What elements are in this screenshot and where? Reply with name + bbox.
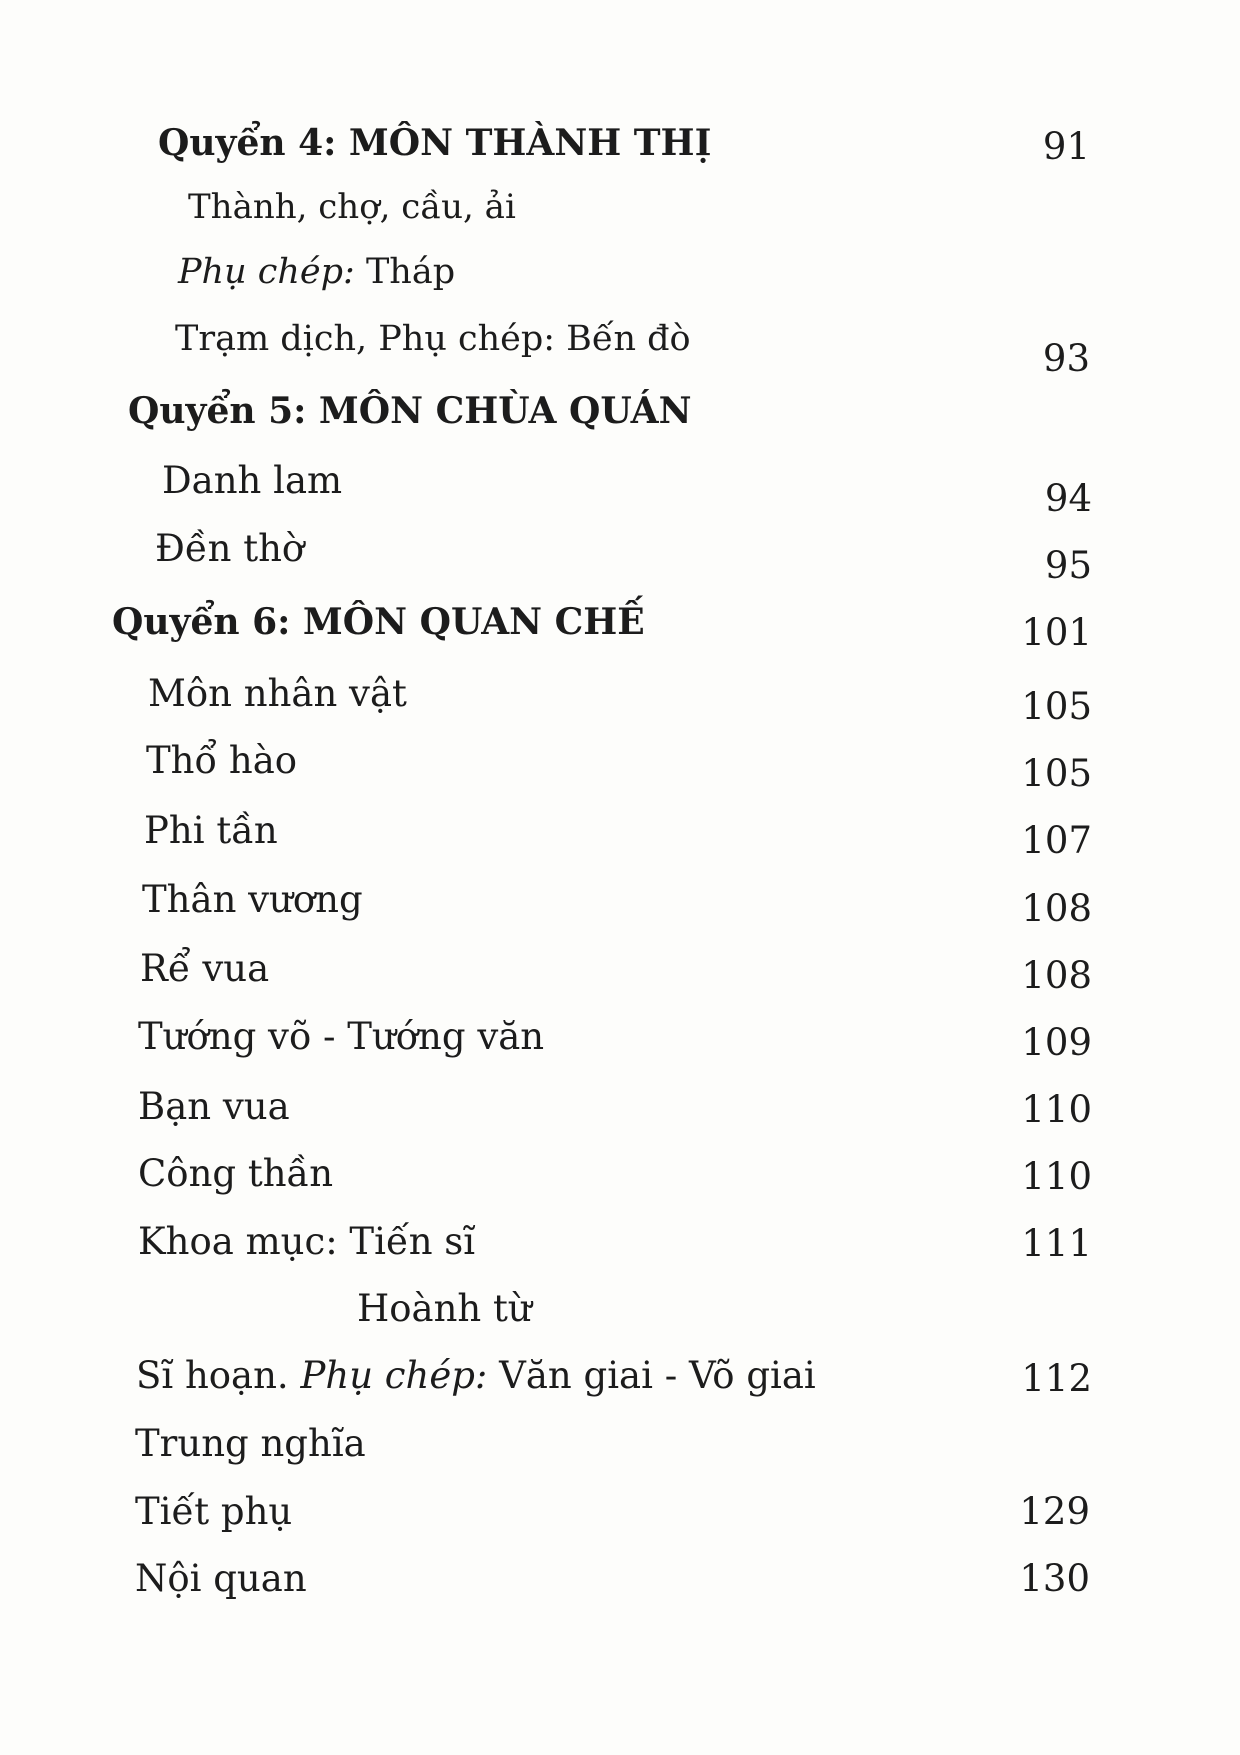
toc-page-number: 105 (1021, 752, 1092, 795)
toc-entry: Nội quan (135, 1557, 307, 1600)
toc-entry: Môn nhân vật (148, 672, 407, 715)
toc-page-number: 130 (1019, 1557, 1090, 1600)
toc-entry: Danh lam (162, 459, 343, 502)
toc-entry: Rể vua (140, 947, 270, 990)
toc-entry: Phi tần (144, 809, 278, 852)
toc-entry-text: Tháp (354, 252, 456, 292)
toc-entry: Thành, chợ, cầu, ải (188, 187, 516, 227)
toc-entry: Bạn vua (138, 1085, 290, 1128)
toc-page-number: 108 (1021, 954, 1092, 997)
toc-page-number: 94 (1044, 477, 1092, 520)
toc-entry: Tướng võ - Tướng văn (138, 1015, 545, 1058)
toc-entry: Đền thờ (155, 527, 305, 570)
toc-heading-q5: Quyển 5: MÔN CHÙA QUÁN (128, 390, 692, 432)
toc-entry-text: Văn giai - Võ giai (487, 1354, 816, 1397)
toc-page-number: 93 (1042, 337, 1090, 380)
toc-heading-q6: Quyển 6: MÔN QUAN CHẾ (112, 601, 645, 643)
toc-entry (178, 252, 456, 292)
toc-entry: Tiết phụ (135, 1490, 293, 1533)
toc-entry-prefix: Phụ chép: (178, 252, 355, 292)
toc-page-number: 129 (1019, 1490, 1090, 1533)
toc-page-number: 101 (1021, 611, 1092, 654)
toc-heading-q4: Quyển 4: MÔN THÀNH THỊ (158, 122, 712, 164)
toc-page-number: 107 (1021, 819, 1092, 862)
toc-entry: Hoành từ (357, 1287, 532, 1330)
toc-page-number: 105 (1021, 685, 1092, 728)
toc-page-number: 112 (1021, 1357, 1092, 1400)
toc-page-number: 108 (1021, 887, 1092, 930)
toc-entry: Thân vương (142, 878, 363, 921)
toc-entry-prefix: Phụ chép: (300, 1354, 488, 1397)
toc-entry: Trạm dịch, Phụ chép: Bến đò (175, 319, 691, 359)
toc-page-number: 111 (1021, 1222, 1092, 1265)
toc-page-number: 95 (1044, 544, 1092, 587)
toc-entry: Khoa mục: Tiến sĩ (138, 1220, 476, 1263)
toc-page-number: 110 (1021, 1155, 1092, 1198)
toc-entry: Thổ hào (146, 739, 298, 782)
toc-entry (136, 1354, 816, 1397)
toc-entry-text: Sĩ hoạn. (136, 1354, 301, 1397)
toc-entry: Trung nghĩa (135, 1422, 366, 1465)
toc-page-number: 110 (1021, 1088, 1092, 1131)
toc-page-number: 91 (1042, 125, 1090, 168)
toc-entry: Công thần (138, 1152, 334, 1195)
toc-page-number: 109 (1021, 1021, 1092, 1064)
